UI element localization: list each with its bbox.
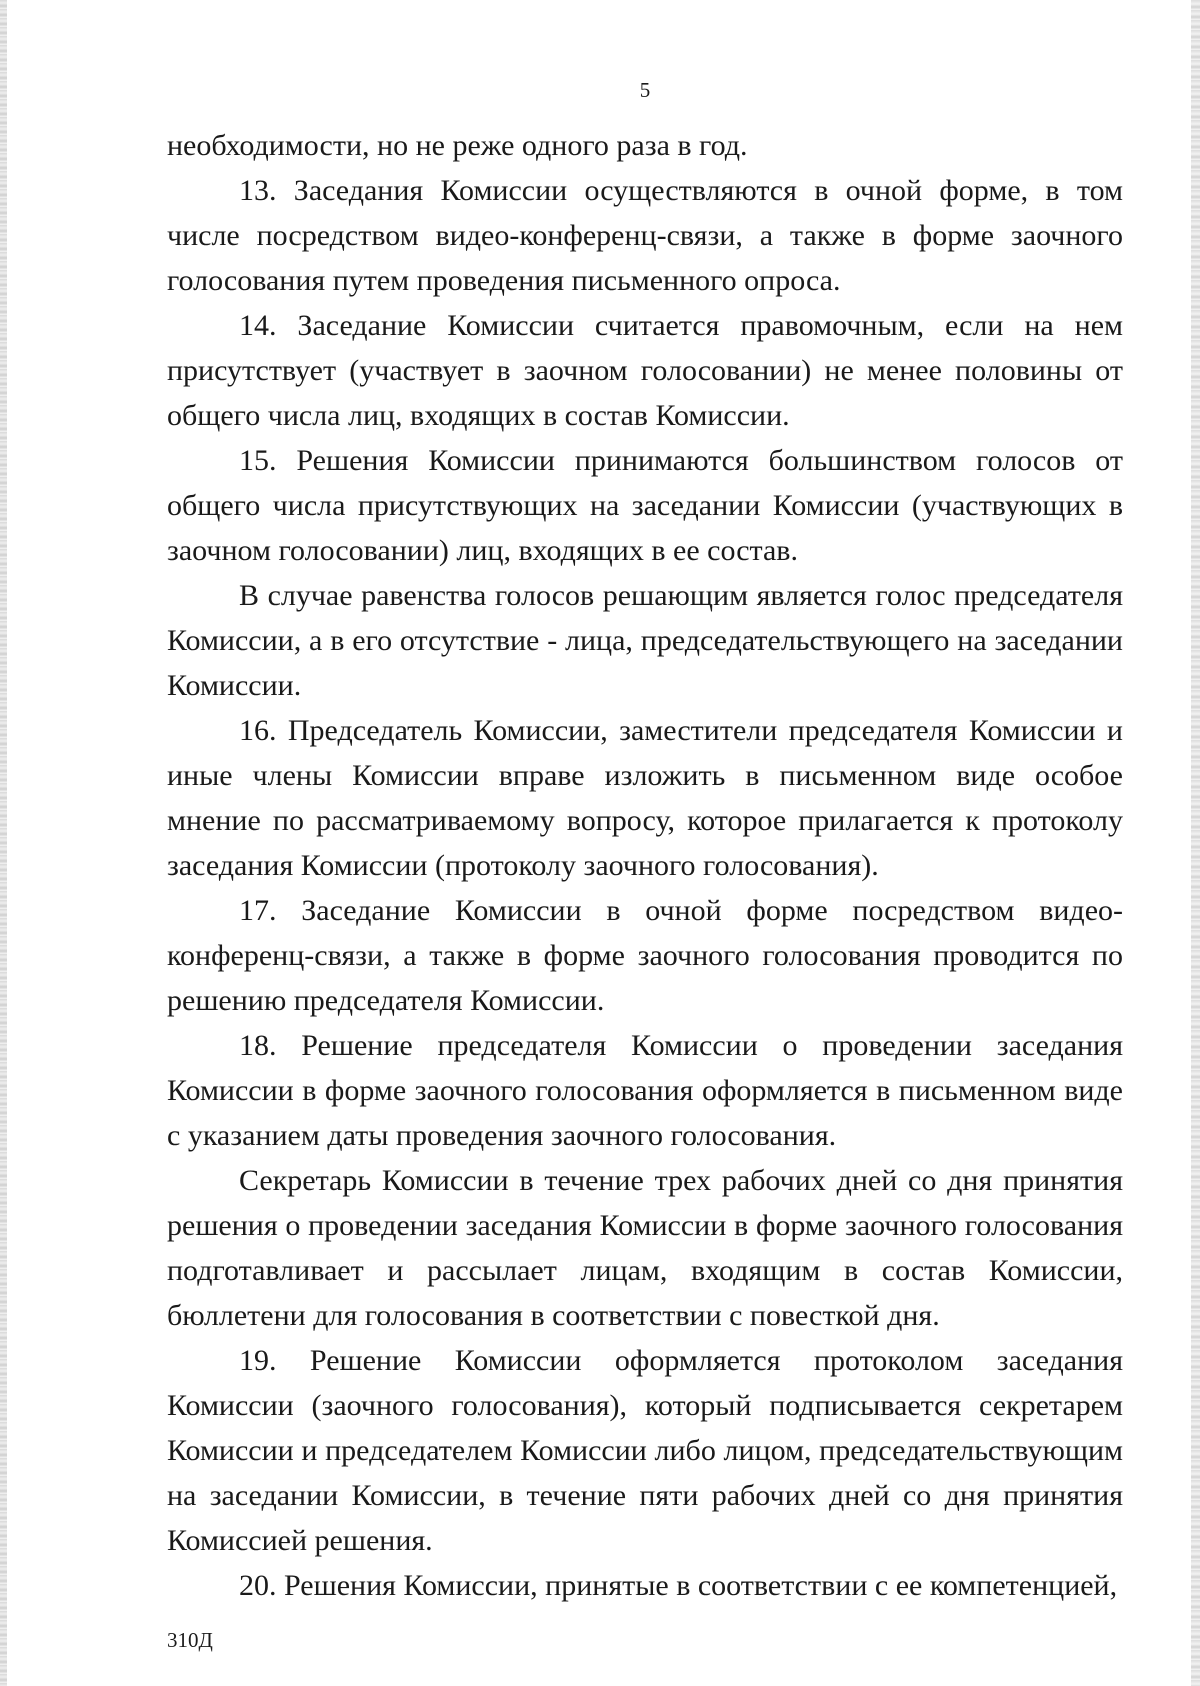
paragraph-14: 14. Заседание Комиссии считается правомочным, если на нем присутствует (участвует в заочном голосовании) не менее половины от общего числа лиц, входящих в состав Комиссии.: [167, 309, 1123, 432]
paragraph-continuation: необходимости, но не реже одного раза в год.: [167, 129, 748, 162]
paragraph-18-secretary: Секретарь Комиссии в течение трех рабочих дней со дня принятия решения о проведении заседания Комиссии в форме заочного голосования подготавливает и рассылает лицам, входящим в состав Комиссии, бюллетени для голосования в соответствии с повесткой дня.: [167, 1164, 1123, 1332]
paragraph-16: 16. Председатель Комиссии, заместители председателя Комиссии и иные члены Комиссии вправе изложить в письменном виде особое мнение по рассматриваемому вопросу, которое прилагается к протоколу заседания Комиссии (протоколу заочного голосования).: [167, 714, 1123, 882]
scan-edge-right: [1191, 0, 1200, 1686]
paragraph-20: 20. Решения Комиссии, принятые в соответствии с ее компетенцией,: [239, 1569, 1118, 1602]
document-code: 310Д: [167, 1628, 213, 1652]
scan-edge-left: [0, 0, 7, 1686]
paragraph-18: 18. Решение председателя Комиссии о проведении заседания Комиссии в форме заочного голосования оформляется в письменном виде с указанием даты проведения заочного голосования.: [167, 1029, 1123, 1152]
paragraph-15-tie-vote: В случае равенства голосов решающим является голос председателя Комиссии, а в его отсутствие - лица, председательствующего на заседании Комиссии.: [167, 579, 1123, 702]
page-number: 5: [639, 78, 651, 102]
paragraph-17: 17. Заседание Комиссии в очной форме посредством видео-конференц-связи, а также в форме заочного голосования проводится по решению председателя Комиссии.: [167, 894, 1123, 1017]
document-body: [167, 123, 1123, 1608]
paragraph-19: 19. Решение Комиссии оформляется протоколом заседания Комиссии (заочного голосования), который подписывается секретарем Комиссии и председателем Комиссии либо лицом, председательствующим на заседании Комиссии, в течение пяти рабочих дней со дня принятия Комиссией решения.: [167, 1344, 1123, 1557]
paragraph-13: 13. Заседания Комиссии осуществляются в очной форме, в том числе посредством видео-конференц-связи, а также в форме заочного голосования путем проведения письменного опроса.: [167, 174, 1123, 297]
paragraph-15: 15. Решения Комиссии принимаются большинством голосов от общего числа присутствующих на заседании Комиссии (участвующих в заочном голосовании) лиц, входящих в ее состав.: [167, 444, 1123, 567]
